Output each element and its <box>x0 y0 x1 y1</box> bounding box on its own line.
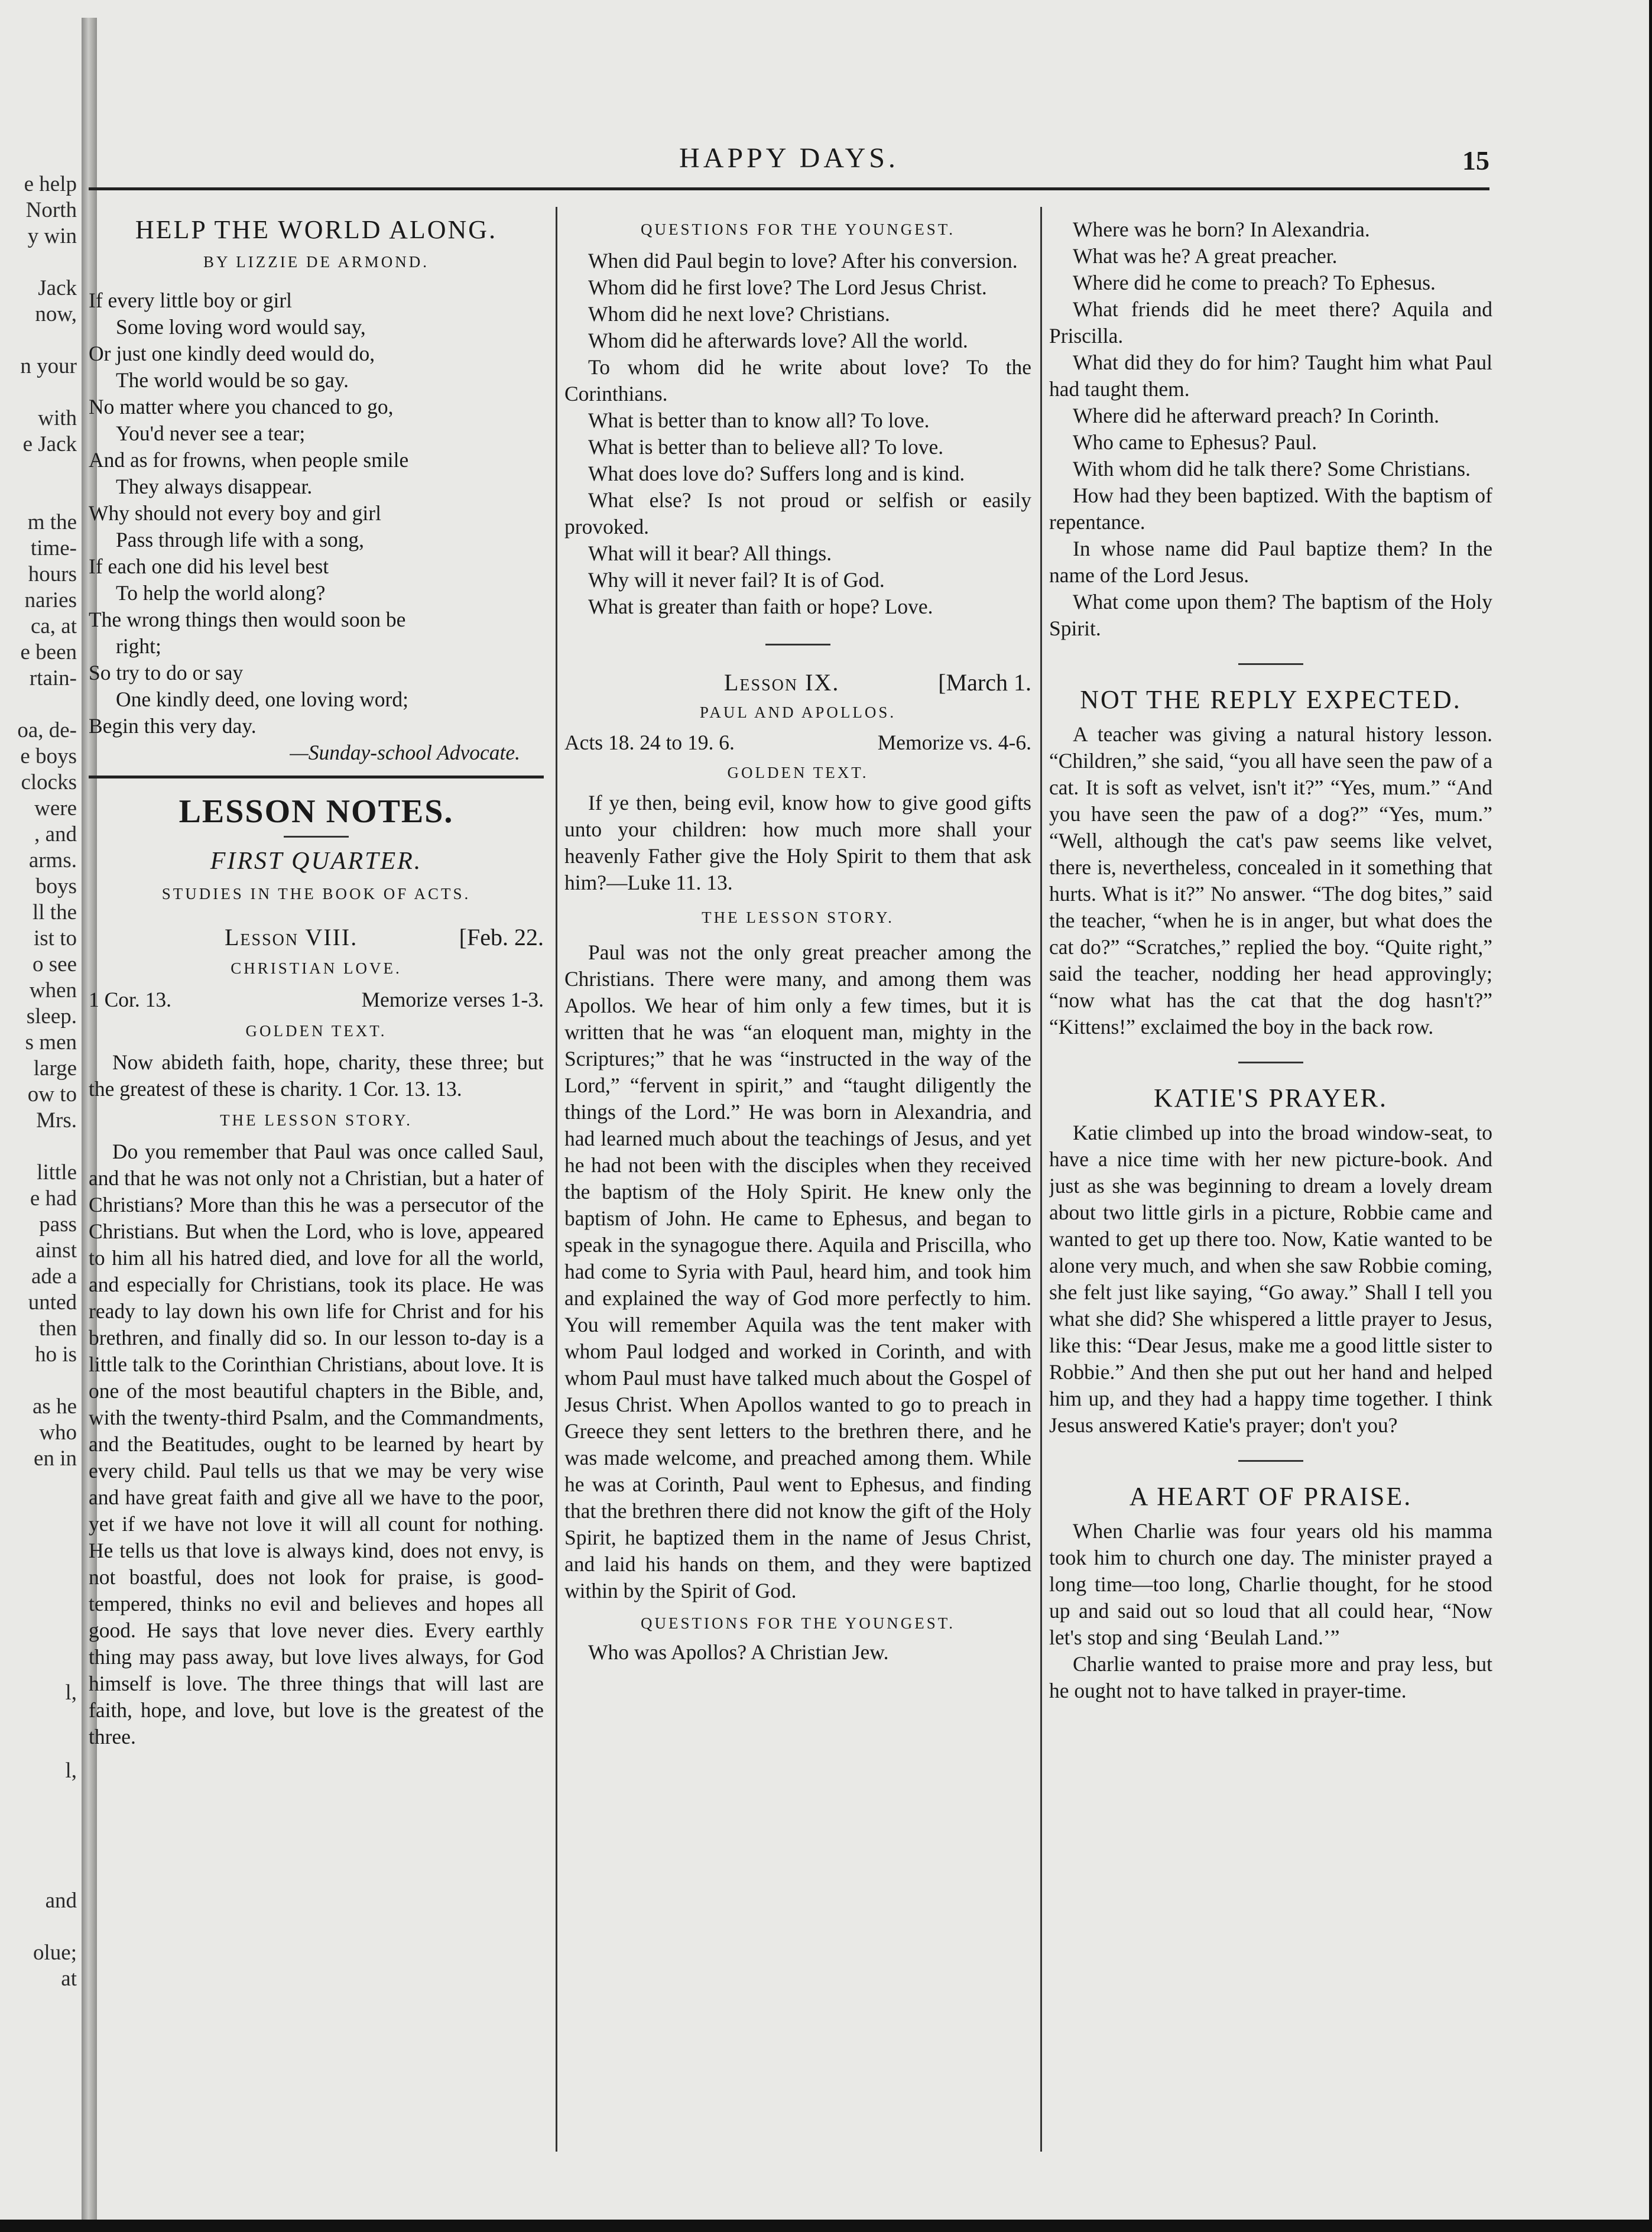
question-item: How had they been baptized. With the baptism of repentance. <box>1049 484 1492 534</box>
fragment-line <box>0 1524 77 1550</box>
question-item: What friends did he meet there? Aquila and Priscilla. <box>1049 297 1492 348</box>
quarter-title: FIRST QUARTER. <box>210 848 423 875</box>
fragment-line <box>0 1706 77 1732</box>
memorize-note: Memorize vs. 4-6. <box>877 731 1031 754</box>
poem-line: So try to do or say <box>89 661 244 684</box>
fragment-line: little <box>37 1160 77 1185</box>
fragment-line: ll the <box>32 900 77 924</box>
poem-line: One kindly deed, one loving word; <box>116 687 408 711</box>
fragment-line <box>0 1810 77 1836</box>
poem-line: The wrong things then would soon be <box>89 608 406 631</box>
poem-line: Begin this very day. <box>89 714 257 738</box>
fragment-line: ho is <box>35 1342 77 1367</box>
fragment-line: ade a <box>31 1264 77 1289</box>
question-item: What come upon them? The baptism of the Holy Spirit. <box>1049 590 1492 640</box>
fragment-line <box>0 1784 77 1810</box>
fragment-line: l, <box>65 1759 77 1783</box>
poem-line: And as for frowns, when people smile <box>89 448 409 472</box>
fragment-line: olue; <box>33 1941 77 1965</box>
poem-body <box>89 287 544 739</box>
page-number: 15 <box>1462 145 1489 176</box>
fragment-line <box>0 1368 77 1394</box>
fragment-line: ow to <box>27 1082 77 1107</box>
question-item: Who came to Ephesus? Paul. <box>1073 430 1317 454</box>
memorize-note: Memorize verses 1-3. <box>361 988 544 1011</box>
golden-text-label: GOLDEN TEXT. <box>727 764 869 781</box>
poem-line: right; <box>116 634 161 658</box>
questions-label: QUESTIONS FOR THE YOUNGEST. <box>640 1614 955 1632</box>
fragment-line: e help <box>24 172 77 196</box>
fragment-line: s men <box>25 1030 77 1055</box>
lesson-topic: CHRISTIAN LOVE. <box>231 959 402 977</box>
question-item: In whose name did Paul baptize them? In the name of the Lord Jesus. <box>1049 537 1492 587</box>
fragment-line: Jack <box>38 276 77 300</box>
question-item: Whom did he afterwards love? All the world. <box>588 329 968 352</box>
fragment-line: with <box>38 406 77 430</box>
poem-stanza <box>89 606 544 739</box>
poem-line: If every little boy or girl <box>89 288 293 312</box>
poem-byline: BY LIZZIE DE ARMOND. <box>203 253 429 271</box>
column-3 <box>1049 207 1492 1704</box>
poem-stanza <box>89 500 544 606</box>
fragment-line: l, <box>65 1681 77 1705</box>
story-title: A HEART OF PRAISE. <box>1129 1482 1413 1511</box>
poem-line: Why should not every boy and girl <box>89 501 381 525</box>
fragment-line: sleep. <box>26 1004 77 1029</box>
lesson-story-label: THE LESSON STORY. <box>220 1111 413 1129</box>
lesson-heading <box>564 669 1031 696</box>
poem-source: —Sunday-school Advocate. <box>290 741 520 764</box>
story-body: When Charlie was four years old his mamma took him to church one day. The minister prayed a long time—too long, Charlie thought, for he stood up and said out so loud that all could hear, “Now let's stop and sing ‘Beulah Land.’” <box>1049 1519 1492 1649</box>
poem-line: No matter where you chanced to go, <box>89 395 394 418</box>
question-item: Whom did he first love? The Lord Jesus Christ. <box>588 275 987 299</box>
question-item: Whom did he next love? Christians. <box>588 302 890 326</box>
fragment-line <box>0 1914 77 1940</box>
short-rule <box>284 836 349 838</box>
fragment-line <box>0 1732 77 1758</box>
fragment-line: when <box>29 978 77 1003</box>
fragment-line: and <box>45 1889 77 1913</box>
question-item: Who was Apollos? A Christian Jew. <box>588 1640 889 1664</box>
poem-line: You'd never see a tear; <box>116 421 306 445</box>
lesson-story: Paul was not the only great preacher among the Christians. There were many, and among them was Apollos. We hear of him only a few times, but it is written that he was “an eloquent man, mighty in the Scriptures;” that he was “instructed in the way of the Lord,” “fervent in spirit,” and “taught diligently the things of the Lord.” He was born in Alexandria, and had learned much about the teachings of Jesus, and yet he had not been with the disciples when they received the baptism of the Holy Spirit. He knew only the baptism of John. He came to Ephesus, and began to speak in the synagogue there. Aquila and Priscilla, who had come to Syria with Paul, heard him, and took him and explained the way of God more perfectly to him. You will remember Aquila was the tent maker with whom Paul lodged and worked in Corinth, and with whom Paul must have talked much about the Gospel of Jesus Christ. When Apollos wanted to go to preach in Greece they sent letters to the brethren there, and he was made welcome, and preached among them. While he was at Corinth, Paul went to Ephesus, and finding that the brethren there did not know the gift of the Holy Spirit, he baptized them in the name of Jesus Christ, and laid his hands on them, and they were baptized within by the Spirit of God. <box>564 940 1031 1602</box>
poem-line: Or just one kindly deed would do, <box>89 342 375 365</box>
fragment-line <box>0 1550 77 1576</box>
fragment-line: now, <box>35 302 77 326</box>
publication-title: HAPPY DAYS. <box>679 142 899 174</box>
fragment-line <box>0 249 77 275</box>
fragment-line: n your <box>20 354 77 378</box>
story-title: KATIE'S PRAYER. <box>1153 1083 1388 1112</box>
page-header <box>89 124 1489 195</box>
question-item: What was he? A great preacher. <box>1073 244 1338 268</box>
fragment-line: time- <box>30 536 77 560</box>
short-rule <box>1238 1460 1303 1462</box>
question-item: What else? Is not proud or selfish or easily provoked. <box>564 488 1031 538</box>
fragment-line: y win <box>27 224 77 248</box>
poem-line: If each one did his level best <box>89 554 329 578</box>
fragment-line: large <box>33 1056 77 1081</box>
fragment-line <box>0 484 77 510</box>
lesson-heading <box>89 924 544 950</box>
fragment-line: o see <box>33 952 77 976</box>
story-body: Katie climbed up into the broad window-seat, to have a nice time with her new picture-book. And just as she was beginning to dream a lovely dream about two little girls in a picture, Robbie came and wanted to get up there too. Now, Katie wanted to be alone very much, and when she saw Robbie coming, she felt just like saying, “Go away.” Shall I tell you what she did? She whispered a little prayer to Jesus, like this: “Dear Jesus, make me a good little sister to Robbie.” And then she put out her hand and helped him up, and they had a happy time together. I think Jesus answered Katie's prayer; don't you? <box>1049 1121 1492 1437</box>
short-rule <box>1238 1062 1303 1063</box>
section-rule <box>89 776 544 778</box>
fragment-line: as he <box>33 1394 77 1419</box>
golden-text: Now abideth faith, hope, charity, these three; but the greatest of these is charity. 1 Cor. 13. 13. <box>89 1050 544 1101</box>
question-item: What will it bear? All things. <box>588 541 832 565</box>
lesson-reference <box>89 987 544 1013</box>
question-item: To whom did he write about love? To the Corinthians. <box>564 355 1031 405</box>
fragment-line <box>0 458 77 484</box>
poem-line: To help the world along? <box>116 581 326 605</box>
lesson-notes-title: LESSON NOTES. <box>178 793 454 830</box>
question-item: What did they do for him? Taught him what Paul had taught them. <box>1049 351 1492 401</box>
fragment-line <box>0 1472 77 1498</box>
fragment-line: ainst <box>35 1238 77 1263</box>
fragment-line: arms. <box>28 848 77 872</box>
story-body: Charlie wanted to praise more and pray less, but he ought not to have talked in prayer-time. <box>1049 1652 1492 1702</box>
question-item: With whom did he talk there? Some Christians. <box>1073 457 1471 481</box>
fragment-line <box>0 1134 77 1160</box>
fragment-line: e had <box>30 1186 77 1211</box>
fragment-line: who <box>39 1420 77 1445</box>
fragment-line: en in <box>34 1446 77 1471</box>
question-item: Where did he come to preach? To Ephesus. <box>1073 271 1436 294</box>
short-rule <box>1238 663 1303 665</box>
lesson-number: Lesson VIII. <box>225 924 358 950</box>
lesson-reference <box>564 729 1031 756</box>
fragment-line <box>0 1576 77 1602</box>
fragment-line: oa, de- <box>17 718 77 742</box>
column-divider <box>556 207 557 2152</box>
fragment-line: ist to <box>34 926 77 950</box>
question-item: What is better than to believe all? To love. <box>588 435 944 459</box>
fragment-line: pass <box>39 1212 77 1237</box>
fragment-line <box>0 1498 77 1524</box>
poem-line: The world would be so gay. <box>116 368 349 392</box>
fragment-line: Mrs. <box>36 1108 77 1133</box>
fragment-line <box>0 1602 77 1628</box>
scripture-reference: Acts 18. 24 to 19. 6. <box>564 731 735 754</box>
fragment-line: ca, at <box>30 614 77 638</box>
lesson-topic: PAUL AND APOLLOS. <box>699 703 897 721</box>
story-body: A teacher was giving a natural history lesson. “Children,” she said, “you all have seen the paw of a cat. It is soft as velvet, isn't it?” “Yes, mum.” “And you have seen the paw of a dog?” “Yes, mum.” “Well, although the cat's paw seems like velvet, there is, nevertheless, concealed in it something that hurts. What is it?” No answer. “The dog bites,” said the teacher, “when he is in anger, but what does the cat do?” “Scratches,” replied the boy. “Quite right,” said the teacher, nodding her head approvingly; “now what has the cat that the dog hasn't?” “Kittens!” exclaimed the boy in the back row. <box>1049 722 1492 1039</box>
lesson-story-label: THE LESSON STORY. <box>702 909 894 926</box>
fragment-line <box>0 1628 77 1654</box>
scripture-reference: 1 Cor. 13. <box>89 988 172 1011</box>
fragment-line: e Jack <box>22 432 77 456</box>
fragment-line: North <box>25 198 77 222</box>
header-rule <box>89 187 1489 190</box>
studies-subtitle: STUDIES IN THE BOOK OF ACTS. <box>161 885 471 903</box>
questions-list <box>1049 216 1492 642</box>
golden-text: If ye then, being evil, know how to give good gifts unto your children: how much more shall your heavenly Father give the Holy Spirit to them that ask him?—Luke 11. 13. <box>564 791 1031 894</box>
question-item: Where was he born? In Alexandria. <box>1073 218 1370 241</box>
fragment-line: hours <box>28 562 77 586</box>
lesson-number: Lesson IX. <box>724 669 840 696</box>
question-item: Where did he afterward preach? In Corinth. <box>1073 404 1439 427</box>
fragment-line: boys <box>35 874 77 898</box>
fragment-line: clocks <box>21 770 77 794</box>
fragment-line: e boys <box>20 744 77 768</box>
poem-line: Some loving word would say, <box>116 315 366 339</box>
fragment-line <box>0 1836 77 1862</box>
question-item: What does love do? Suffers long and is kind. <box>588 462 965 485</box>
lesson-date: [March 1. <box>938 669 1031 696</box>
question-item: What is better than to know all? To love. <box>588 408 930 432</box>
golden-text-label: GOLDEN TEXT. <box>245 1022 387 1040</box>
fragment-line <box>0 1862 77 1888</box>
fragment-line: unted <box>28 1290 77 1315</box>
fragment-line: m the <box>27 510 77 534</box>
fragment-line <box>0 379 77 405</box>
fragment-line: rtain- <box>29 666 77 690</box>
fragment-line: then <box>39 1316 77 1341</box>
fragment-line <box>0 1654 77 1680</box>
fragment-line: were <box>34 796 77 820</box>
column-1 <box>89 207 544 1750</box>
fragment-line: at <box>61 1967 77 1991</box>
poem-line: They always disappear. <box>116 475 313 498</box>
lesson-story: Do you remember that Paul was once called Saul, and that he was not only not a Christian, but a hater of Christians? More than this he was a persecutor of the Christians. But when the Lord, who is love, appeared to him all his hatred died, and love for all the world, and especially for Christians, took its place. He was ready to lay down his own life for Christ and for his brethren, and finally did so. In our lesson to-day is a little talk to the Corinthian Christians, about love. It is one of the most beautiful chapters in the Bible, and, with the twenty-third Psalm, and the Commandments, and the Beatitudes, ought to be learned by heart by every child. Paul tells us that we may be very wise and have great faith and give all we have to the poor, yet if we have not love it will all count for nothing. He tells us that love is always kind, does not envy, is not boastful, does not look for praise, is good-tempered, thinks no evil and believes and hopes all good. He says that love never dies. Every earthly thing may pass away, but love lives always, for God himself is love. The three things that will last are faith, hope, and love, but love is the greatest of the three. <box>89 1140 544 1748</box>
question-item: Why will it never fail? It is of God. <box>588 568 885 592</box>
questions-list <box>564 248 1031 620</box>
previous-page-fragments <box>0 171 77 2181</box>
fragment-line <box>0 327 77 353</box>
column-2 <box>564 207 1031 1666</box>
column-divider <box>1040 207 1042 2152</box>
fragment-line <box>0 692 77 718</box>
fragment-line: naries <box>24 588 77 612</box>
lesson-date: [Feb. 22. <box>459 924 544 950</box>
fragment-line: e been <box>20 640 77 664</box>
poem-title: HELP THE WORLD ALONG. <box>135 215 498 244</box>
fragment-line: , and <box>34 822 77 846</box>
poem-stanza <box>89 394 544 500</box>
short-rule <box>765 644 830 645</box>
poem-line: Pass through life with a song, <box>116 528 365 551</box>
question-item: When did Paul begin to love? After his conversion. <box>588 249 1018 272</box>
story-title: NOT THE REPLY EXPECTED. <box>1080 685 1462 714</box>
questions-label: QUESTIONS FOR THE YOUNGEST. <box>640 220 955 238</box>
poem-stanza <box>89 287 544 394</box>
question-item: What is greater than faith or hope? Love. <box>588 595 933 618</box>
